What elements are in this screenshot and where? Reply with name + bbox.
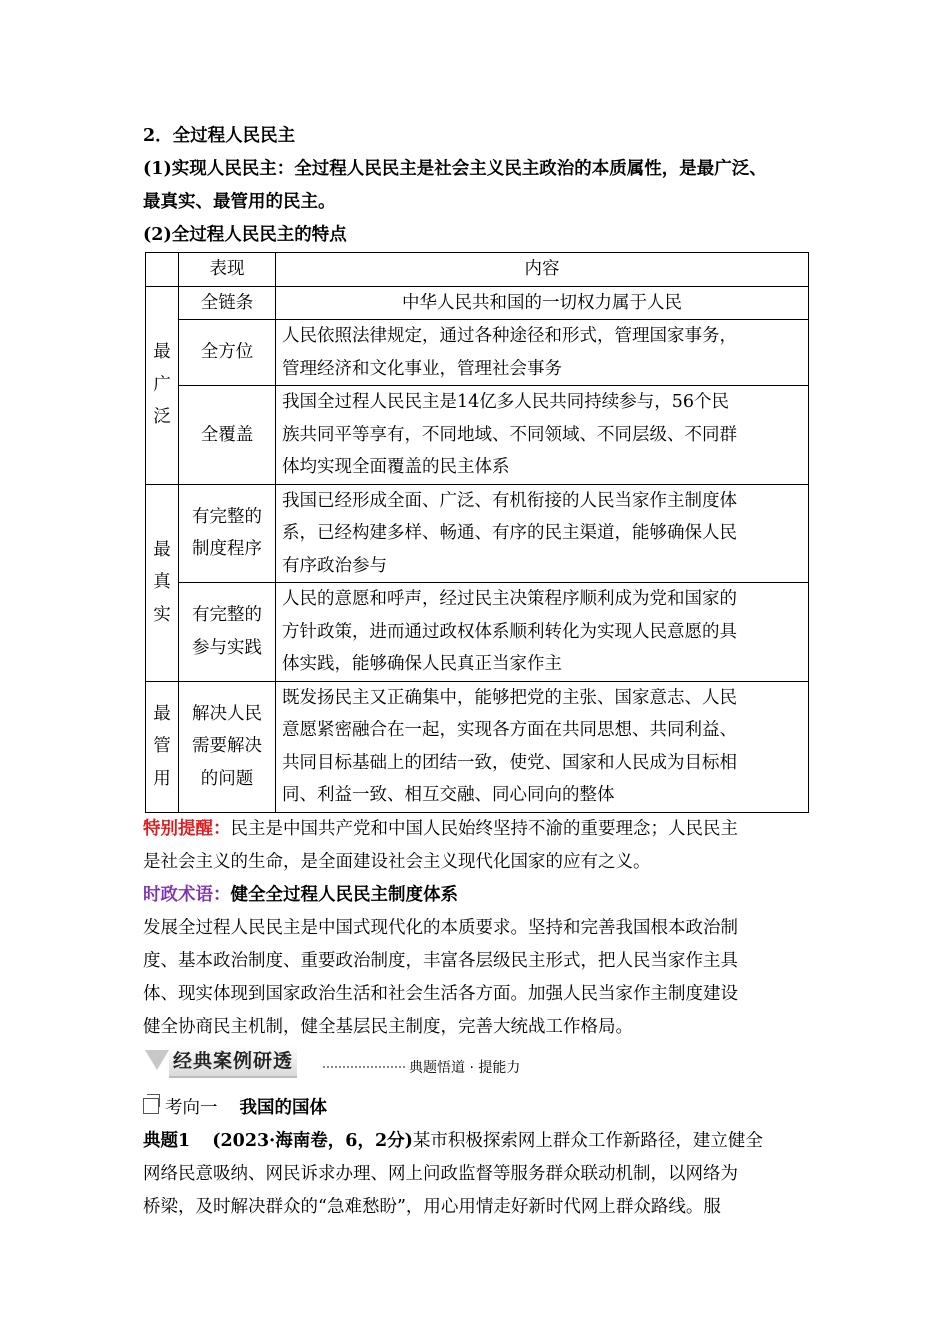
- table-corner-cell: [146, 253, 179, 287]
- content-cell: 人民的意愿和呼声，经过民主决策程序顺利成为党和国家的 方针政策，进而通过政权体系顺利转化为实现人民意愿的具 体实践，能够确保人民真正当家作主: [276, 583, 809, 682]
- example-line-2: 网络民意吸纳、网民诉求办理、网上问政监督等服务群众联动机制，以网络为: [143, 1163, 738, 1184]
- table-row: [146, 484, 809, 583]
- direction-label: 考向一: [165, 1097, 218, 1118]
- aspect-cell: 全覆盖: [179, 386, 276, 485]
- current-affairs-term: [143, 879, 811, 1044]
- section-banner: [143, 1046, 811, 1092]
- banner-subtitle: 典题悟道 · 提能力: [409, 1059, 521, 1076]
- direction-title: 我国的国体: [239, 1097, 327, 1118]
- table-row: [146, 583, 809, 682]
- content-cell: 既发扬民主又正确集中，能够把党的主张、国家意志、人民 意愿紧密融合在一起，实现各方面在共同思想、共同利益、 共同目标基础上的团结一致，使党、国家和人民成为目标相 同、利益一致、相互交融、同心同向的整体: [276, 681, 809, 812]
- group-label-widest: 最 广 泛: [146, 286, 179, 484]
- aspect-cell: 全链条: [179, 286, 276, 320]
- content-cell: 中华人民共和国的一切权力属于人民: [276, 286, 809, 320]
- term-line: 度、基本政治制度、重要政治制度，丰富各层级民主形式，把人民当家作主具: [143, 950, 738, 971]
- example-line-3: 桥梁，及时解决群众的“急难愁盼”，用心用情走好新时代网上群众路线。服: [143, 1196, 721, 1217]
- special-reminder-label: 特别提醒：: [143, 818, 231, 839]
- table-row: [146, 681, 809, 812]
- term-line: 健全协商民主机制，健全基层民主制度，完善大统战工作格局。: [143, 1016, 633, 1037]
- features-table: [145, 252, 809, 813]
- page-content: [143, 120, 811, 1224]
- group-label-truest: 最 真 实: [146, 484, 179, 681]
- term-label: 时政术语：: [143, 884, 231, 905]
- table-row: [146, 386, 809, 485]
- header-aspect: 表现: [179, 253, 276, 287]
- aspect-cell: 有完整的 参与实践: [179, 583, 276, 682]
- example-question: [143, 1125, 811, 1224]
- direction-square-icon: [143, 1098, 159, 1114]
- aspect-cell: 有完整的 制度程序: [179, 484, 276, 583]
- banner-dotted-leader: [323, 1066, 405, 1068]
- banner-title: 经典案例研透: [169, 1046, 297, 1078]
- special-reminder: [143, 813, 811, 879]
- special-reminder-line-1: 民主是中国共产党和中国人民始终坚持不渝的重要理念；人民民主: [230, 818, 738, 839]
- example-line-1: 某市积极探索网上群众工作新路径，建立健全: [412, 1130, 763, 1151]
- example-label: 典题1: [143, 1130, 191, 1151]
- paragraph-1-line-2: 最真实、最管用的民主。: [143, 192, 336, 212]
- aspect-cell: 全方位: [179, 320, 276, 386]
- paragraph-1-line-1: (1)实现人民民主：全过程人民民主是社会主义民主政治的本质属性，是最广泛、: [143, 159, 767, 179]
- content-cell: 人民依照法律规定，通过各种途径和形式，管理国家事务， 管理经济和文化事业，管理社会事务: [276, 320, 809, 386]
- aspect-cell: 解决人民 需要解决 的问题: [179, 681, 276, 812]
- group-label-most-useful: 最 管 用: [146, 681, 179, 812]
- table-header-row: [146, 253, 809, 287]
- example-source: (2023·海南卷，6，2分): [212, 1130, 413, 1151]
- exam-direction: [143, 1092, 811, 1125]
- banner-triangle-icon: [145, 1050, 169, 1070]
- content-cell: 我国全过程人民民主是14亿多人民共同持续参与，56个民 族共同平等享有，不同地域、不同领域、不同层级、不同群 体均实现全面覆盖的民主体系: [276, 386, 809, 485]
- term-title: 健全全过程人民民主制度体系: [230, 884, 458, 905]
- header-content: 内容: [276, 253, 809, 287]
- term-line: 发展全过程人民民主是中国式现代化的本质要求。坚持和完善我国根本政治制: [143, 917, 738, 938]
- special-reminder-line-2: 是社会主义的生命，是全面建设社会主义现代化国家的应有之义。: [143, 851, 651, 872]
- paragraph-2: (2)全过程人民民主的特点: [143, 225, 347, 245]
- table-row: [146, 286, 809, 320]
- content-cell: 我国已经形成全面、广泛、有机衔接的人民当家作主制度体 系，已经构建多样、畅通、有序的民主渠道，能够确保人民 有序政治参与: [276, 484, 809, 583]
- term-line: 体、现实体现到国家政治生活和社会生活各方面。加强人民当家作主制度建设: [143, 983, 738, 1004]
- table-row: [146, 320, 809, 386]
- section-heading: 2．全过程人民民主: [143, 126, 296, 146]
